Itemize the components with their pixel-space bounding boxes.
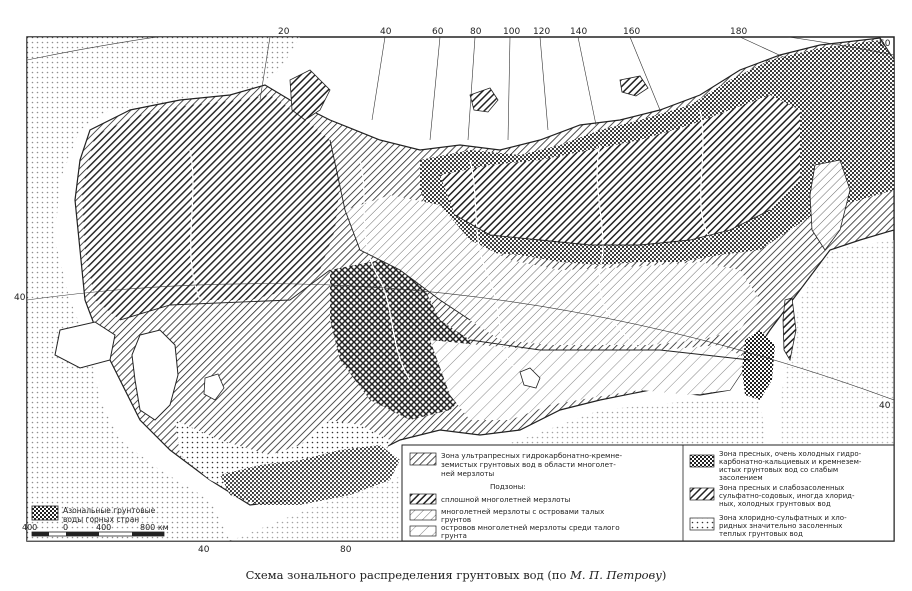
legend-zone: истых грунтовых вод со слабым bbox=[719, 466, 839, 474]
legend-zone: сульфатно-содовых, иногда хлорид- bbox=[719, 492, 855, 500]
lon-label: 40 bbox=[380, 27, 392, 37]
legend-zone: Зона пресных и слабозасоленных bbox=[719, 484, 845, 492]
lat-label-right: 40 bbox=[879, 401, 891, 411]
top-longitude-labels bbox=[278, 27, 747, 37]
swatch-talik bbox=[410, 510, 436, 520]
scale-tick: 0 bbox=[63, 523, 69, 532]
legend-zone: карбонатно-кальциевых и кремнезем- bbox=[719, 458, 862, 466]
legend-subzone: многолетней мерзлоты с островами талых bbox=[441, 507, 605, 516]
legend-zone: Зона хлоридно-сульфатных и хло- bbox=[719, 514, 847, 522]
lon-label-bottom: 40 bbox=[198, 545, 210, 555]
map-caption: Схема зонального распределения грунтовых вод (по М. П. Петрову) bbox=[245, 568, 667, 582]
azonal-label-1: Азональные грунтовые bbox=[63, 506, 156, 515]
lon-label: 120 bbox=[533, 27, 551, 37]
legend-subzone: грунтов bbox=[441, 515, 472, 524]
lon-label: 20 bbox=[278, 27, 290, 37]
swatch-ultra-fresh bbox=[410, 453, 436, 465]
lon-label: 180 bbox=[730, 27, 748, 37]
legend-ultra-fresh: земистых грунтовых вод в области многолет- bbox=[441, 460, 616, 469]
legend-subzone: грунта bbox=[441, 531, 467, 540]
lon-label: 160 bbox=[623, 27, 641, 37]
lat-label-right: 60 bbox=[879, 39, 891, 49]
swatch-soda bbox=[690, 488, 714, 500]
legend-zone: ных, холодных грунтовых вод bbox=[719, 500, 831, 508]
legend-zone: засолением bbox=[719, 474, 763, 482]
scale-tick: 400 bbox=[96, 523, 112, 532]
lat-label-left: 40 bbox=[14, 293, 26, 303]
legend-subzone: островов многолетней мерзлоты среди талого bbox=[441, 523, 620, 532]
legend-zone: ридных значительно засоленных bbox=[719, 522, 843, 530]
legend-zone: Зона пресных, очень холодных гидро- bbox=[719, 450, 862, 458]
legend-ultra-fresh: ней мерзлоты bbox=[441, 469, 495, 478]
legend-ultra-fresh: Зона ультрапресных гидрокарбонатно-кремне- bbox=[441, 451, 623, 460]
lon-label: 140 bbox=[570, 27, 588, 37]
legend-subzone: сплошной многолетней мерзлоты bbox=[441, 495, 571, 504]
lon-label: 60 bbox=[432, 27, 444, 37]
azonal-swatch bbox=[32, 506, 58, 520]
legend-subzones-title: Подзоны: bbox=[490, 482, 526, 491]
legend-zone: теплых грунтовых вод bbox=[719, 530, 803, 538]
scale-tick: 800 км bbox=[140, 523, 169, 532]
swatch-cold-fresh bbox=[690, 455, 714, 467]
lon-label-bottom: 80 bbox=[340, 545, 352, 555]
azonal-label-2: воды горных стран bbox=[63, 515, 140, 524]
lon-label: 100 bbox=[503, 27, 521, 37]
lon-label: 80 bbox=[470, 27, 482, 37]
swatch-islands bbox=[410, 526, 436, 536]
scale-tick: 400 bbox=[22, 523, 38, 532]
swatch-continuous bbox=[410, 494, 436, 504]
swatch-saline bbox=[690, 518, 714, 530]
